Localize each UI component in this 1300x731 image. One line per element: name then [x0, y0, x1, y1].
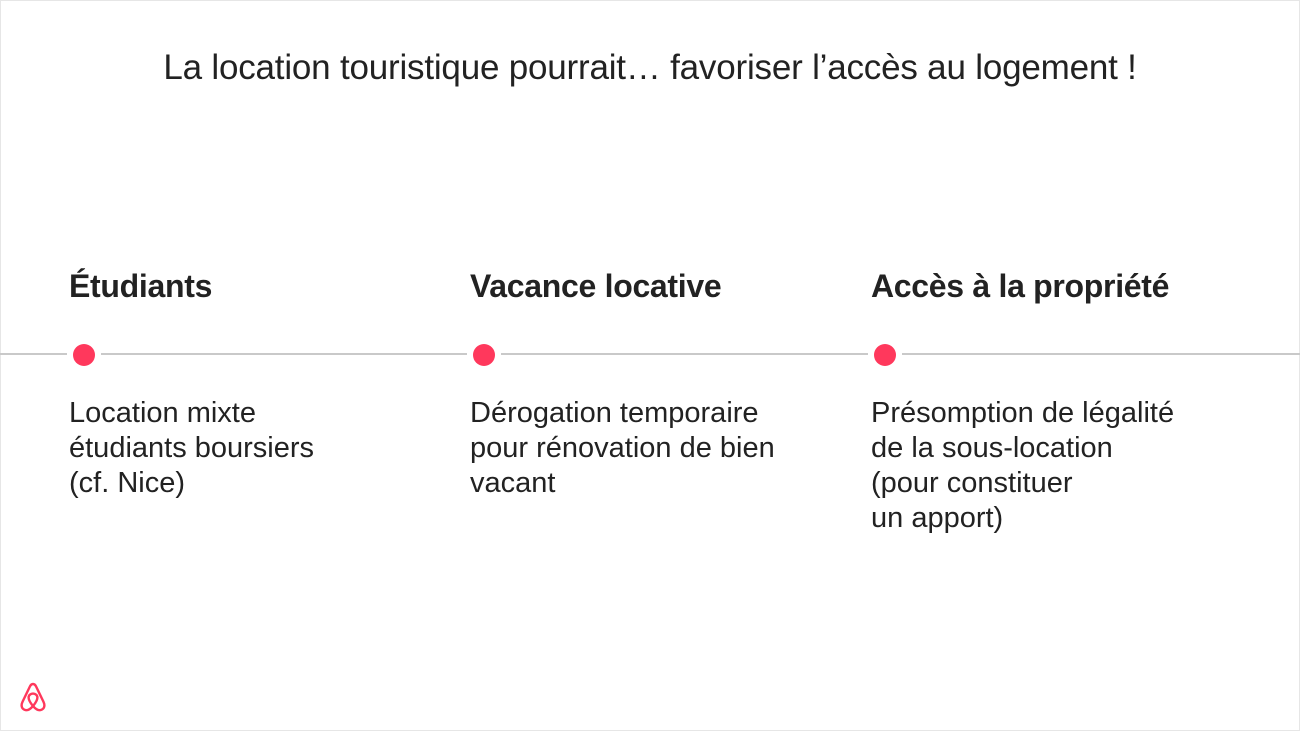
- timeline-item-description: Dérogation temporaire pour rénovation de bien vacant: [470, 397, 775, 499]
- timeline-marker-students: [67, 343, 101, 367]
- timeline-item-heading: Accès à la propriété: [871, 268, 1170, 304]
- slide-title: La location touristique pourrait… favoriser l’accès au logement !: [163, 48, 1137, 87]
- timeline-item-students: [69, 266, 449, 499]
- airbnb-logo-icon: [18, 681, 48, 713]
- timeline-item-rental-vacancy: [470, 266, 850, 499]
- timeline-item-description: Présomption de légalité de la sous-location (pour constituer un apport): [871, 397, 1175, 534]
- timeline-dot-icon: [473, 344, 495, 366]
- timeline-item-heading: Étudiants: [69, 268, 213, 304]
- timeline-line: [0, 353, 1300, 355]
- timeline-item-property-access: [871, 266, 1251, 534]
- timeline-marker-rental-vacancy: [467, 343, 501, 367]
- timeline-marker-property-access: [868, 343, 902, 367]
- timeline-dot-icon: [73, 344, 95, 366]
- timeline-dot-icon: [874, 344, 896, 366]
- timeline-item-heading: Vacance locative: [470, 268, 722, 304]
- timeline-item-description: Location mixte étudiants boursiers (cf. Nice): [69, 397, 315, 499]
